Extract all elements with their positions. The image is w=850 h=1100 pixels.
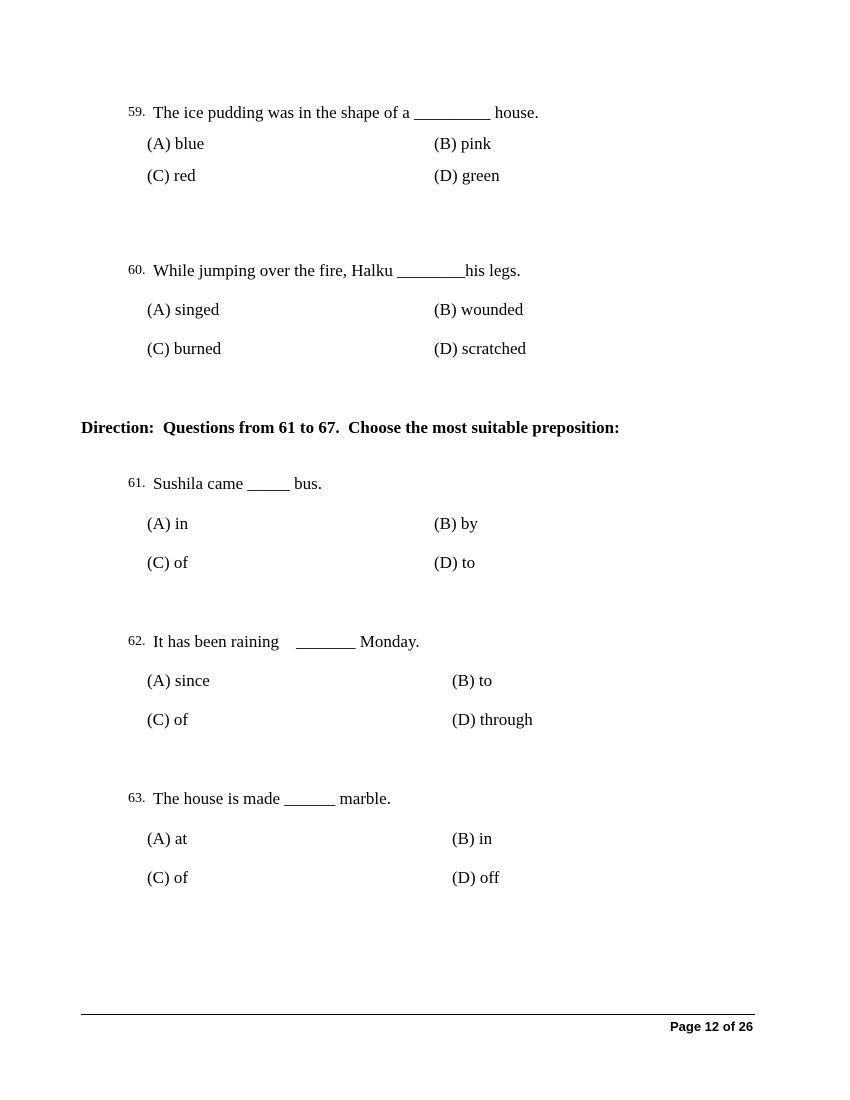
option-c: (C) of bbox=[147, 868, 189, 887]
question-number: 59. bbox=[128, 105, 146, 120]
option-b: (B) pink bbox=[434, 134, 492, 153]
option-b: (B) wounded bbox=[434, 300, 524, 319]
question-text: It has been raining _______ Monday. bbox=[153, 632, 420, 651]
option-d: (D) through bbox=[452, 710, 533, 729]
question-number: 63. bbox=[128, 791, 146, 806]
option-a: (A) at bbox=[147, 829, 188, 848]
option-b: (B) in bbox=[452, 829, 493, 848]
option-a: (A) singed bbox=[147, 300, 220, 319]
page-number: Page 12 of 26 bbox=[670, 1019, 754, 1034]
question-number: 61. bbox=[128, 476, 146, 491]
question-text: While jumping over the fire, Halku ________his legs. bbox=[153, 261, 521, 280]
question-text: The house is made ______ marble. bbox=[153, 789, 391, 808]
option-d: (D) off bbox=[452, 868, 500, 887]
option-b: (B) by bbox=[434, 514, 478, 533]
option-d: (D) green bbox=[434, 166, 500, 185]
option-c: (C) of bbox=[147, 553, 189, 572]
question-number: 60. bbox=[128, 263, 146, 278]
option-c: (C) red bbox=[147, 166, 196, 185]
option-d: (D) scratched bbox=[434, 339, 527, 358]
question-text: The ice pudding was in the shape of a _________ house. bbox=[153, 103, 539, 122]
option-a: (A) in bbox=[147, 514, 189, 533]
question-text: Sushila came _____ bus. bbox=[153, 474, 323, 493]
option-c: (C) of bbox=[147, 710, 189, 729]
question-number: 62. bbox=[128, 634, 146, 649]
option-a: (A) blue bbox=[147, 134, 205, 153]
option-b: (B) to bbox=[452, 671, 493, 690]
option-d: (D) to bbox=[434, 553, 476, 572]
option-c: (C) burned bbox=[147, 339, 222, 358]
footer-divider bbox=[81, 1014, 755, 1015]
direction-heading: Direction: Questions from 61 to 67. Choose the most suitable preposition: bbox=[81, 418, 620, 437]
option-a: (A) since bbox=[147, 671, 210, 690]
